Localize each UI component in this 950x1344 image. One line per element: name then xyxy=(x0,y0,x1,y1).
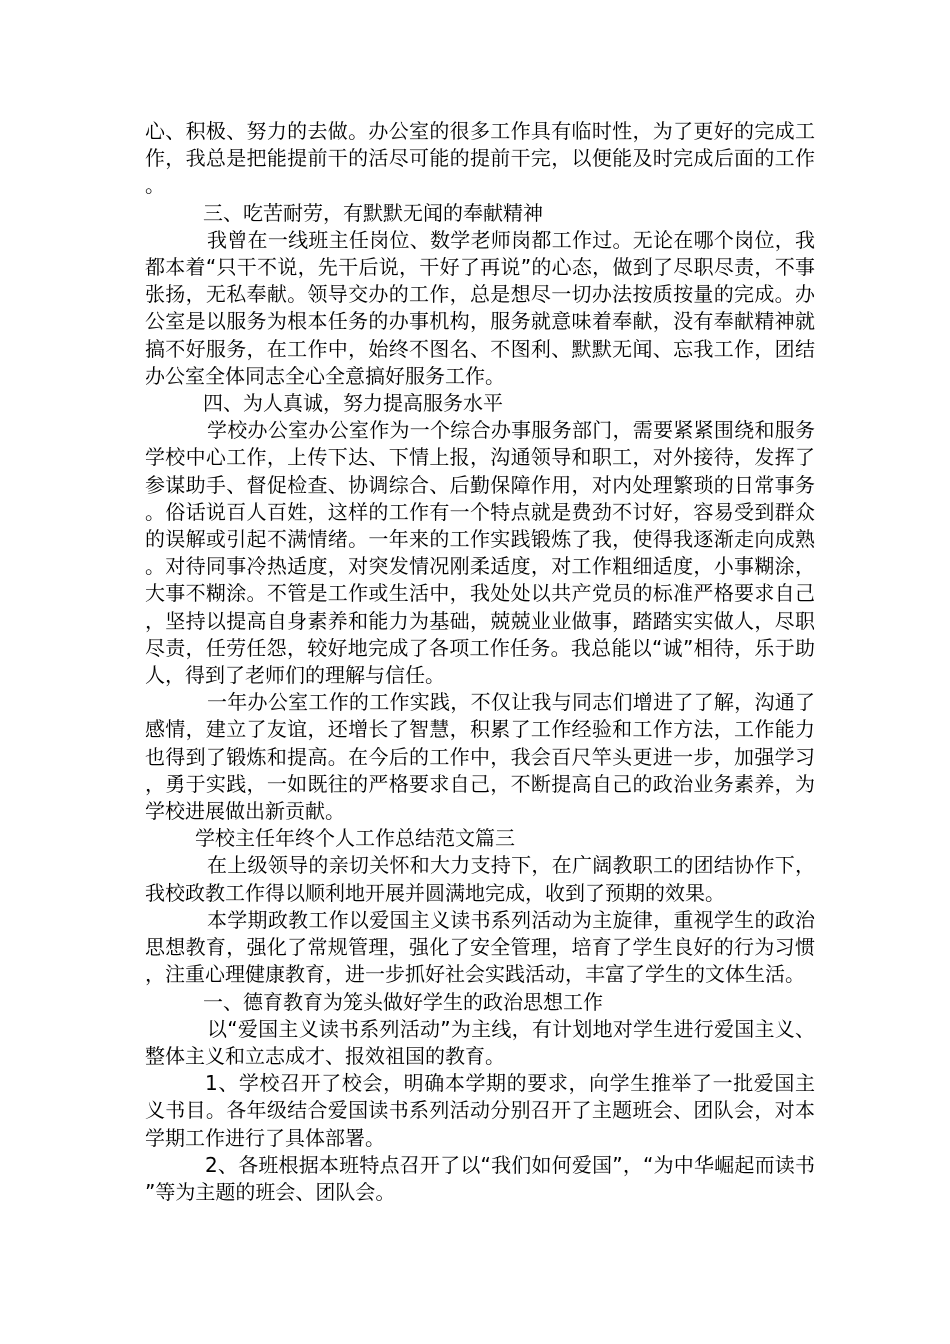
section-heading: 三、吃苦耐劳，有默默无闻的奉献精神 xyxy=(203,200,543,225)
numbered-item: 1、学校召开了校会，明确本学期的要求，向学生推举了一批爱国主义书目。各年级结合爱国读书系列活动分别召开了主题班会、团队会，对本学期工作进行了具体部署。 xyxy=(145,1071,815,1150)
paragraph: 在上级领导的亲切关怀和大力支持下，在广阔教职工的团结协作下，我校政教工作得以顺利地开展并圆满地完成，收到了预期的效果。 xyxy=(145,853,815,905)
numbered-item: 2、各班根据本班特点召开了以“我们如何爱国”，“为中华崛起而读书”等为主题的班会、团队会。 xyxy=(145,1152,815,1204)
paragraph: 我曾在一线班主任岗位、数学老师岗都工作过。无论在哪个岗位，我都本着“只干不说，先干后说，干好了再说”的心态，做到了尽职尽责，不事张扬，无私奉献。领导交办的工作，总是想尽一切办法按质按量的完成。办公室是以服务为根本任务的办事机构，服务就意味着奉献，没有奉献精神就搞不好服务，在工作中，始终不图名、不图利、默默无闻、忘我工作，团结办公室全体同志全心全意搞好服务工作。 xyxy=(145,227,815,388)
document-body xyxy=(145,118,815,1206)
section-heading: 一、德育教育为笼头做好学生的政治思想工作 xyxy=(203,989,603,1014)
paragraph: 一年办公室工作的工作实践，不仅让我与同志们增进了了解，沟通了感情，建立了友谊，还增长了智慧，积累了工作经验和工作方法，工作能力也得到了锻炼和提高。在今后的工作中，我会百尺竿头更进一步，加强学习，勇于实践，一如既往的严格要求自己，不断提高自己的政治业务素养，为学校进展做出新贡献。 xyxy=(145,690,815,824)
paragraph: 以“爱国主义读书系列活动”为主线，有计划地对学生进行爱国主义、整体主义和立志成才、报效祖国的教育。 xyxy=(145,1016,815,1068)
paragraph: 本学期政教工作以爱国主义读书系列活动为主旋律，重视学生的政治思想教育，强化了常规管理，强化了安全管理，培育了学生良好的行为习惯，注重心理健康教育，进一步抓好社会实践活动，丰富了学生的文体生活。 xyxy=(145,907,815,987)
paragraph: 心、积极、努力的去做。办公室的很多工作具有临时性，为了更好的完成工作，我总是把能提前干的活尽可能的提前干完，以便能及时完成后面的工作。 xyxy=(145,119,815,198)
paragraph: 学校办公室办公室作为一个综合办事服务部门，需要紧紧围绕和服务学校中心工作，上传下达、下情上报，沟通领导和职工，对外接待，发挥了参谋助手、督促检查、协调综合、后勤保障作用，对内处理繁琐的日常事务。俗话说百人百姓，这样的工作有一个特点就是费劲不讨好，容易受到群众的误解或引起不满情绪。一年来的工作实践锻炼了我，使得我逐渐走向成熟。对待同事冷热适度，对突发情况刚柔适度，对工作粗细适度，小事糊涂，大事不糊涂。不管是工作或生活中，我处处以共产党员的标准严格要求自己，坚持以提高自身素养和能力为基础，兢兢业业做事，踏踏实实做人，尽职尽责，任劳任怨，较好地完成了各项工作任务。我总能以“诚”相待，乐于助人，得到了老师们的理解与信任。 xyxy=(145,418,815,688)
section-heading: 四、为人真诚，努力提高服务水平 xyxy=(203,391,503,416)
article-title: 学校主任年终个人工作总结范文篇三 xyxy=(195,826,515,851)
